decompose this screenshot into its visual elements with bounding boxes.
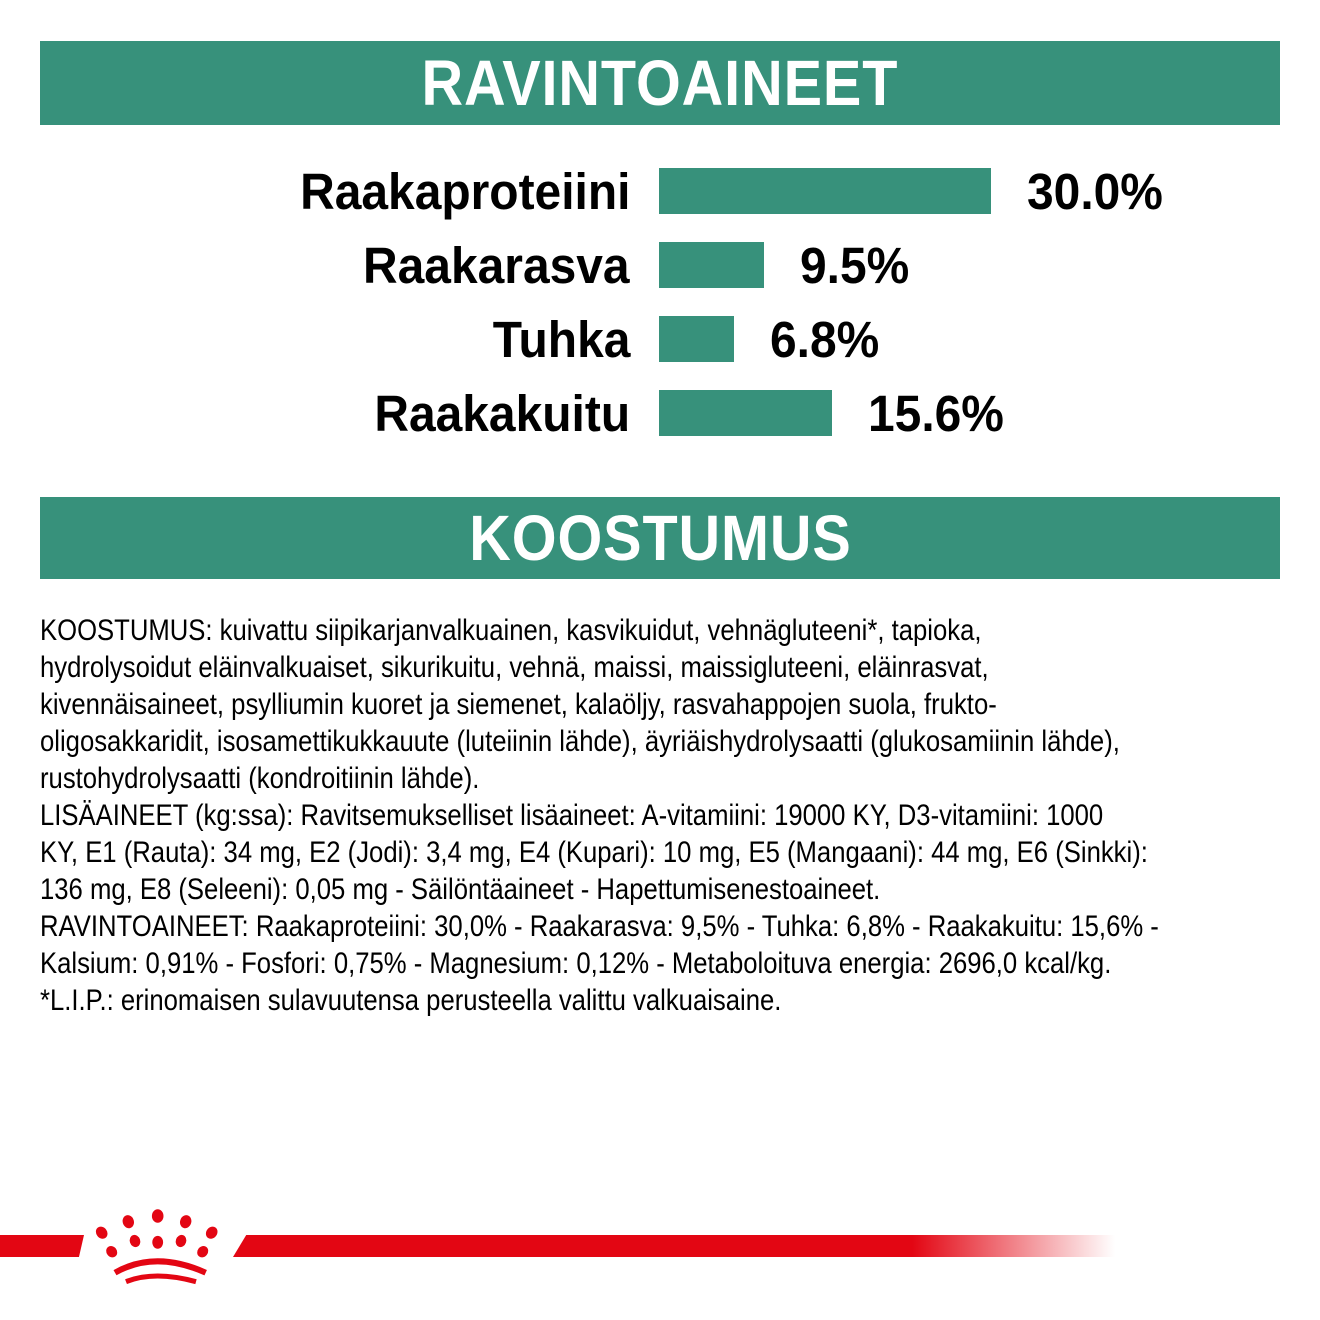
royal-canin-crown-icon [94, 1202, 220, 1292]
composition-header-title: KOOSTUMUS [468, 502, 852, 574]
composition-text-line: oligosakkaridit, isosamettikukkauute (luteiinin lähde), äyriäishydrolysaatti (glukosamiinin lähde), [40, 725, 1120, 758]
bar [659, 316, 734, 362]
bar-row [0, 384, 1320, 442]
brand-rule-left [0, 1235, 84, 1257]
bar-value: 30.0% [1027, 162, 1163, 220]
bar [659, 168, 991, 214]
nutrients-header-title: RAVINTOAINEET [421, 47, 899, 119]
brand-rule-right [233, 1235, 1115, 1257]
bar-value: 9.5% [800, 236, 910, 294]
bar-label [0, 384, 630, 443]
bar-label-text: Raakakuitu [374, 384, 630, 442]
bar-label-text: Raakarasva [363, 236, 630, 294]
bar-row [0, 162, 1320, 220]
composition-text-line: KY, E1 (Rauta): 34 mg, E2 (Jodi): 3,4 mg, E4 (Kupari): 10 mg, E5 (Mangaani): 44 mg, E6 (Sinkki): [40, 836, 1148, 869]
composition-text-line: LISÄAINEET (kg:ssa): Ravitsemukselliset lisäaineet: A-vitamiini: 19000 KY, D3-vitamiini: 1000 [40, 799, 1104, 832]
bar-label [0, 162, 630, 221]
bar-row [0, 236, 1320, 294]
bar-label [0, 236, 630, 295]
composition-text-line: 136 mg, E8 (Seleeni): 0,05 mg - Säilöntäaineet - Hapettumisenestoaineet. [40, 873, 881, 906]
bar [659, 242, 764, 288]
composition-text-line: hydrolysoidut eläinvalkuaiset, sikurikuitu, vehnä, maissi, maissigluteeni, eläinrasvat, [40, 651, 989, 684]
nutrients-bar-chart [0, 162, 1320, 464]
bar-row [0, 310, 1320, 368]
bar [659, 390, 832, 436]
bar-value: 6.8% [770, 310, 880, 368]
nutrients-header-band [40, 41, 1280, 125]
composition-text-line: rustohydrolysaatti (kondroitiinin lähde). [40, 762, 480, 795]
composition-header-band [40, 497, 1280, 579]
composition-text-line: kivennäisaineet, psylliumin kuoret ja siemenet, kalaöljy, rasvahappojen suola, frukto- [40, 688, 997, 721]
bar-label-text: Tuhka [492, 310, 630, 368]
composition-text-line: Kalsium: 0,91% - Fosfori: 0,75% - Magnesium: 0,12% - Metaboloituva energia: 2696,0 kcal/kg. [40, 947, 1112, 980]
bar-label [0, 310, 630, 369]
composition-text-line: RAVINTOAINEET: Raakaproteiini: 30,0% - Raakarasva: 9,5% - Tuhka: 6,8% - Raakakuitu: 15,6% - [40, 910, 1159, 943]
composition-text-block [40, 612, 1320, 1019]
bar-value: 15.6% [868, 384, 1004, 442]
composition-text-line: KOOSTUMUS: kuivattu siipikarjanvalkuainen, kasvikuidut, vehnägluteeni*, tapioka, [40, 614, 982, 647]
composition-text-line: *L.I.P.: erinomaisen sulavuutensa perusteella valittu valkuaisaine. [40, 984, 782, 1017]
bar-label-text: Raakaproteiini [299, 162, 630, 220]
